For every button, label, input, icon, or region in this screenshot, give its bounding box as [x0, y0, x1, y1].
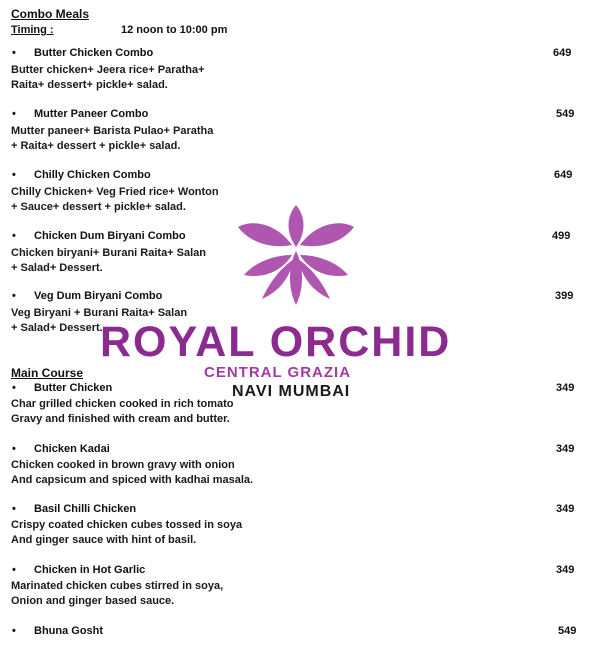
menu-item-desc: Mutter paneer+ Barista Pulao+ Paratha	[11, 125, 214, 137]
menu-item-name: Basil Chilli Chicken	[34, 503, 137, 515]
menu-item-desc: + Sauce+ dessert + pickle+ salad.	[11, 201, 186, 213]
menu-item-price: 349	[556, 382, 575, 394]
menu-item-desc: Marinated chicken cubes stirred in soya,	[11, 580, 224, 592]
bullet: •	[12, 443, 16, 455]
menu-item-desc: Butter chicken+ Jeera rice+ Paratha+	[11, 64, 205, 76]
bullet: •	[12, 503, 16, 515]
menu-item-price: 549	[556, 108, 575, 120]
menu-item-desc: Veg Biryani + Burani Raita+ Salan	[11, 307, 188, 319]
menu-item-name: Chicken in Hot Garlic	[34, 564, 146, 576]
combo-meals-heading: Combo Meals	[11, 7, 90, 21]
menu-item-price: 349	[556, 564, 575, 576]
bullet: •	[12, 47, 16, 59]
orchid-flower-logo	[236, 205, 356, 307]
menu-item-price: 499	[552, 230, 571, 242]
menu-item-price: 549	[558, 625, 577, 637]
menu-item-desc: And capsicum and spiced with kadhai masala.	[11, 474, 254, 486]
menu-item-name: Butter Chicken Combo	[34, 47, 154, 59]
menu-item-price: 649	[553, 47, 572, 59]
menu-item-name: Chicken Kadai	[34, 443, 110, 455]
menu-item-price: 349	[556, 443, 575, 455]
menu-item-name: Veg Dum Biryani Combo	[34, 290, 163, 302]
bullet: •	[12, 290, 16, 302]
menu-item-price: 349	[556, 503, 575, 515]
menu-item-desc: Onion and ginger based sauce.	[11, 595, 175, 607]
menu-item-name: Chilly Chicken Combo	[34, 169, 151, 181]
menu-item-desc: Gravy and finished with cream and butter.	[11, 413, 230, 425]
menu-item-desc: Chilly Chicken+ Veg Fried rice+ Wonton	[11, 186, 219, 198]
menu-item-desc: + Raita+ dessert + pickle+ salad.	[11, 140, 181, 152]
bullet: •	[12, 169, 16, 181]
menu-item-price: 399	[555, 290, 574, 302]
brand-subtitle: CENTRAL GRAZIA	[204, 364, 352, 381]
timing-value: 12 noon to 10:00 pm	[121, 24, 228, 36]
menu-item-desc: + Salad+ Dessert.	[11, 262, 103, 274]
brand-name: ROYAL ORCHID	[100, 318, 452, 366]
bullet: •	[12, 230, 16, 242]
menu-item-name: Chicken Dum Biryani Combo	[34, 230, 186, 242]
menu-item-desc: Char grilled chicken cooked in rich tomato	[11, 398, 234, 410]
menu-item-price: 649	[554, 169, 573, 181]
menu-item-desc: Chicken biryani+ Burani Raita+ Salan	[11, 247, 207, 259]
menu-item-desc: + Salad+ Dessert.	[11, 322, 103, 334]
bullet: •	[12, 564, 16, 576]
menu-item-name: Bhuna Gosht	[34, 625, 104, 637]
main-course-heading: Main Course	[11, 366, 84, 380]
menu-item-name: Mutter Paneer Combo	[34, 108, 149, 120]
menu-item-name: Butter Chicken	[34, 382, 113, 394]
bullet: •	[12, 625, 16, 637]
timing-label: Timing :	[11, 24, 54, 36]
menu-item-desc: Crispy coated chicken cubes tossed in soya	[11, 519, 243, 531]
menu-item-desc: Chicken cooked in brown gravy with onion	[11, 459, 235, 471]
menu-item-desc: And ginger sauce with hint of basil.	[11, 534, 197, 546]
bullet: •	[12, 108, 16, 120]
brand-city: NAVI MUMBAI	[232, 383, 351, 400]
bullet: •	[12, 382, 16, 394]
menu-item-desc: Raita+ dessert+ pickle+ salad.	[11, 79, 168, 91]
